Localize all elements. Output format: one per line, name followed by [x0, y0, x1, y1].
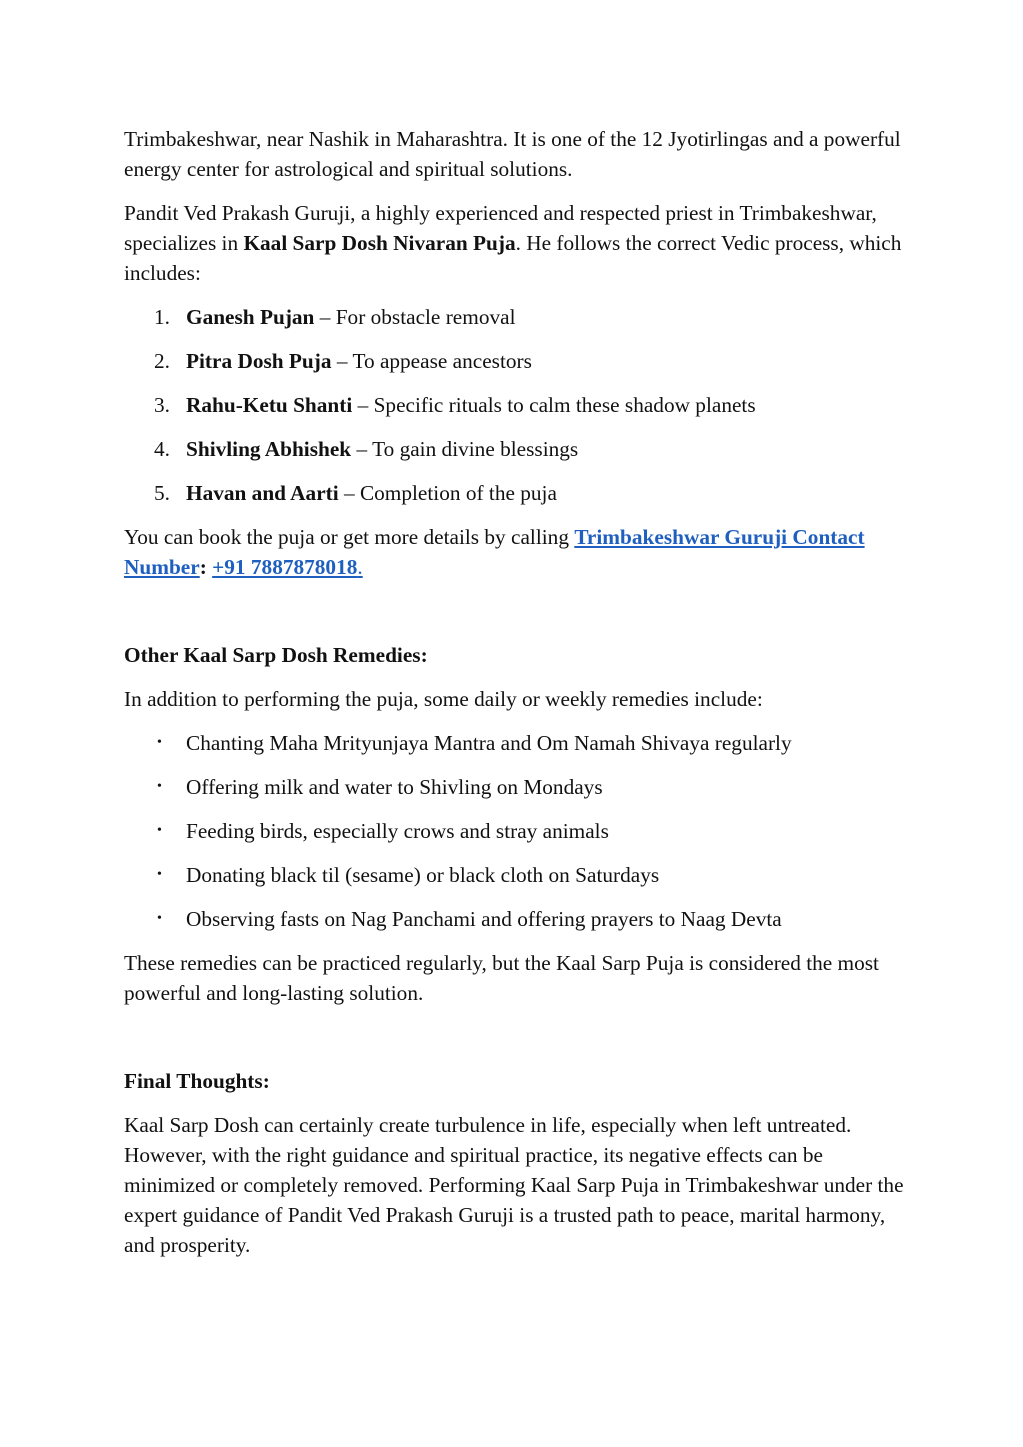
remedies-heading: Other Kaal Sarp Dosh Remedies:	[124, 643, 428, 667]
step-title: Havan and Aarti	[186, 481, 339, 505]
step-title: Ganesh Pujan	[186, 305, 315, 329]
puja-steps-list	[124, 302, 904, 508]
step-description: – To gain divine blessings	[351, 437, 579, 461]
remedy-text: Observing fasts on Nag Panchami and offering prayers to Naag Devta	[186, 907, 782, 931]
booking-text: You can book the puja or get more details by calling	[124, 525, 575, 549]
guruji-contact-link[interactable]: Trimbakeshwar Guruji Contact Number	[124, 525, 865, 579]
list-item	[124, 904, 904, 934]
booking-period: .	[357, 555, 363, 579]
step-description: – To appease ancestors	[331, 349, 532, 373]
document-page	[124, 124, 904, 1260]
final-thoughts-paragraph: Kaal Sarp Dosh can certainly create turbulence in life, especially when left untreated. However, with the right guidance and spiritual practice, its negative effects can be minimized or completely removed. Performing Kaal Sarp Puja in Trimbakeshwar under the expert guidance of Pandit Ved Prakash Guruji is a trusted path to peace, marital harmony, and prosperity.	[124, 1113, 904, 1257]
guruji-text-before: Pandit Ved Prakash Guruji, a highly experienced and respected priest in Trimbakeshwar, specializes in	[124, 201, 877, 255]
intro-paragraph: Trimbakeshwar, near Nashik in Maharashtra. It is one of the 12 Jyotirlingas and a powerful energy center for astrological and spiritual solutions.	[124, 127, 901, 181]
remedy-text: Feeding birds, especially crows and stray animals	[186, 819, 609, 843]
step-number: 3.	[154, 393, 170, 417]
step-title: Shivling Abhishek	[186, 437, 352, 461]
bullet-icon: •	[157, 911, 162, 926]
step-number: 5.	[154, 481, 170, 505]
step-description: – For obstacle removal	[314, 305, 516, 329]
guruji-text-after: . He follows the correct Vedic process, which includes:	[124, 231, 902, 285]
list-item	[124, 390, 904, 420]
remedy-text: Offering milk and water to Shivling on Mondays	[186, 775, 603, 799]
bullet-icon: •	[157, 867, 162, 882]
list-item	[124, 434, 904, 464]
remedy-text: Chanting Maha Mrityunjaya Mantra and Om Namah Shivaya regularly	[186, 731, 792, 755]
list-item	[124, 728, 904, 758]
step-title: Rahu-Ketu Shanti	[186, 393, 353, 417]
step-description: – Specific rituals to calm these shadow planets	[352, 393, 756, 417]
list-item	[124, 346, 904, 376]
remedy-text: Donating black til (sesame) or black cloth on Saturdays	[186, 863, 660, 887]
phone-number-link[interactable]: +91 7887878018	[212, 555, 358, 579]
booking-paragraph	[124, 522, 904, 582]
step-number: 1.	[154, 305, 170, 329]
step-title: Pitra Dosh Puja	[186, 349, 332, 373]
bullet-icon: •	[157, 823, 162, 838]
remedies-intro: In addition to performing the puja, some daily or weekly remedies include:	[124, 687, 763, 711]
list-item	[124, 302, 904, 332]
bullet-icon: •	[157, 779, 162, 794]
list-item	[124, 816, 904, 846]
step-description: – Completion of the puja	[338, 481, 557, 505]
list-item	[124, 860, 904, 890]
remedies-list	[124, 728, 904, 934]
final-thoughts-heading: Final Thoughts:	[124, 1069, 270, 1093]
list-item	[124, 478, 904, 508]
guruji-bold-puja-name: Kaal Sarp Dosh Nivaran Puja	[243, 231, 516, 255]
booking-colon: :	[199, 555, 213, 579]
bullet-icon: •	[157, 735, 162, 750]
list-item	[124, 772, 904, 802]
remedies-outro: These remedies can be practiced regularly, but the Kaal Sarp Puja is considered the most powerful and long-lasting solution.	[124, 951, 879, 1005]
guruji-paragraph	[124, 198, 904, 288]
step-number: 2.	[154, 349, 170, 373]
step-number: 4.	[154, 437, 170, 461]
